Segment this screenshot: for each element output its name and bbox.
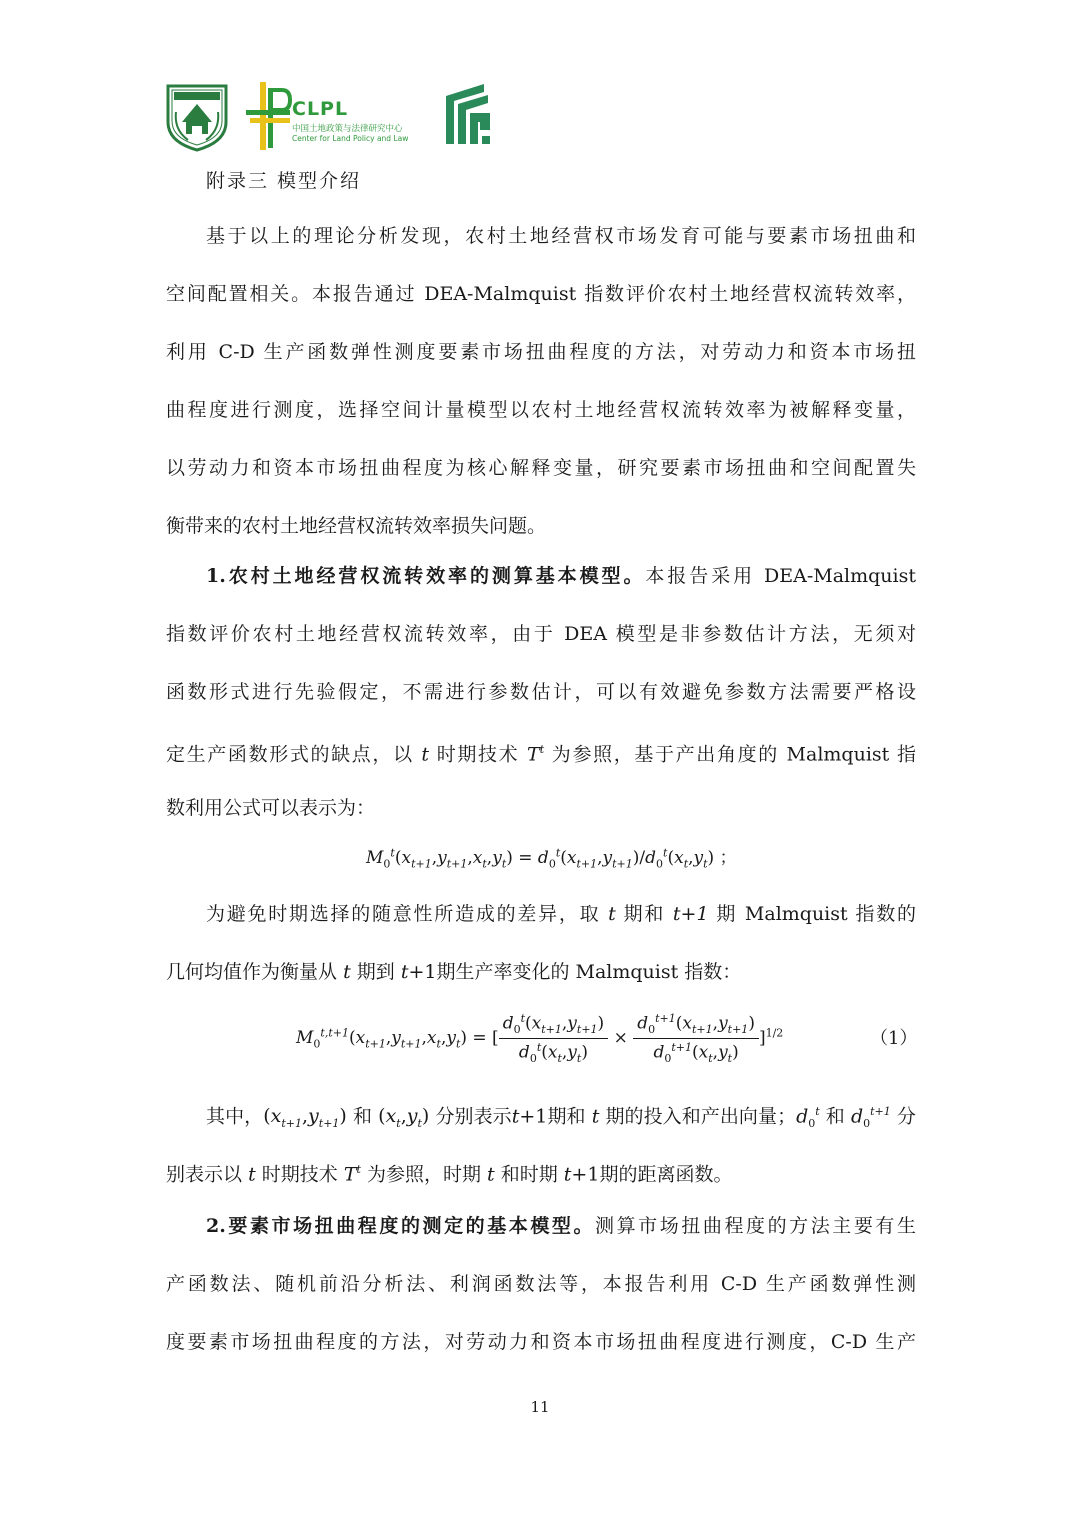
text-line: 几何均值作为衡量从 t 期到 t+1期生产率变化的 Malmquist 指数：: [166, 961, 742, 983]
malmquist-formula: $M_0^t(x_{t+1},y_{t+1},x_t,y_t) = d_0^t(x_{t+1},y_{t+1})/d_0^t(x_t,y_t)$ ；: [366, 846, 737, 871]
text-line: 其中，$(x_{t+1},y_{t+1})$ 和 $(x_t,y_t)$ 分别表示t+1期和 t 期的投入和产出向量；$d_0^t$ 和 $d_0^{t+1}$ 分: [206, 1105, 916, 1131]
malmquist-index-formula: $M_0^{t,t+1}(x_{t+1},y_{t+1},x_t,y_t)$ = [ $\frac{d_0^t(x_{t+1},y_{t+1})}{d_0^t(x_t,y_t)}$ × $\frac{d_0^{t+1}(x_{t+1},y_{t+1})}{d_0^{t+1}(x_t,y_t)}$ ]$^{1/2}$: [296, 1012, 784, 1066]
subheading-1: 1.农村土地经营权流转效率的测算基本模型。: [206, 565, 646, 587]
text-line: 指数评价农村土地经营权流转效率，由于 DEA 模型是非参数估计方法，无须对: [166, 623, 916, 645]
text-line: 空间配置相关。本报告通过 DEA-Malmquist 指数评价农村土地经营权流转效率，: [166, 283, 916, 305]
section-heading: 附录三 模型介绍: [206, 170, 362, 192]
cau-emblem-icon: [162, 82, 232, 152]
text-line: 基于以上的理论分析发现，农村土地经营权市场发育可能与要素市场扭曲和: [206, 225, 916, 247]
header-logos: [162, 80, 502, 155]
text-line: 别表示以 t 时期技术 $T^t$ 为参照，时期 t 和时期 t+1期的距离函数。: [166, 1163, 733, 1186]
clpl-logo: [246, 82, 416, 150]
text-line: 函数形式进行先验假定，不需进行参数估计，可以有效避免参数方法需要严格设: [166, 681, 916, 703]
text-line: 衡带来的农村土地经营权流转效率损失问题。: [166, 515, 547, 537]
intro-paragraph: [166, 207, 916, 555]
page-number: 11: [530, 1398, 550, 1416]
text-line: 定生产函数形式的缺点，以 t 时期技术 $T^t$ 为参照，基于产出角度的 Malmquist 指: [166, 743, 916, 766]
text-line: 以劳动力和资本市场扭曲程度为核心解释变量，研究要素市场扭曲和空间配置失: [166, 457, 916, 479]
text-line: 度要素市场扭曲程度的方法，对劳动力和资本市场扭曲程度进行测度，C-D 生产: [166, 1331, 916, 1353]
text-line: 为避免时期选择的随意性所造成的差异，取 t 期和 t+1 期 Malmquist 指数的: [206, 903, 916, 925]
explanation-paragraph: [166, 1083, 916, 1199]
subheading-2: 2.要素市场扭曲程度的测定的基本模型。: [206, 1215, 596, 1237]
malmquist-paragraph: [166, 547, 916, 837]
text-line: 1.农村土地经营权流转效率的测算基本模型。本报告采用 DEA-Malmquist: [206, 565, 916, 587]
clpl-mark-icon: [246, 82, 294, 150]
text-line: 产函数法、随机前沿分析法、利润函数法等，本报告利用 C-D 生产函数弹性测: [166, 1273, 916, 1295]
clpl-english-name: Center for Land Policy and Law: [292, 134, 409, 143]
clpl-chinese-name: 中国土地政策与法律研究中心: [292, 124, 403, 134]
equation-number: （1）: [870, 1028, 918, 1049]
text-line: 2.要素市场扭曲程度的测定的基本模型。测算市场扭曲程度的方法主要有生: [206, 1215, 916, 1237]
geometric-mean-paragraph: [166, 885, 916, 1001]
distortion-paragraph: [166, 1197, 916, 1371]
clpl-name: CLPL: [292, 98, 349, 120]
text-line: 曲程度进行测度，选择空间计量模型以农村土地经营权流转效率为被解释变量，: [166, 399, 916, 421]
institute-logo-icon: [444, 82, 494, 146]
text-line: 数利用公式可以表示为：: [166, 797, 376, 819]
text-line: 利用 C-D 生产函数弹性测度要素市场扭曲程度的方法，对劳动力和资本市场扭: [166, 341, 916, 363]
